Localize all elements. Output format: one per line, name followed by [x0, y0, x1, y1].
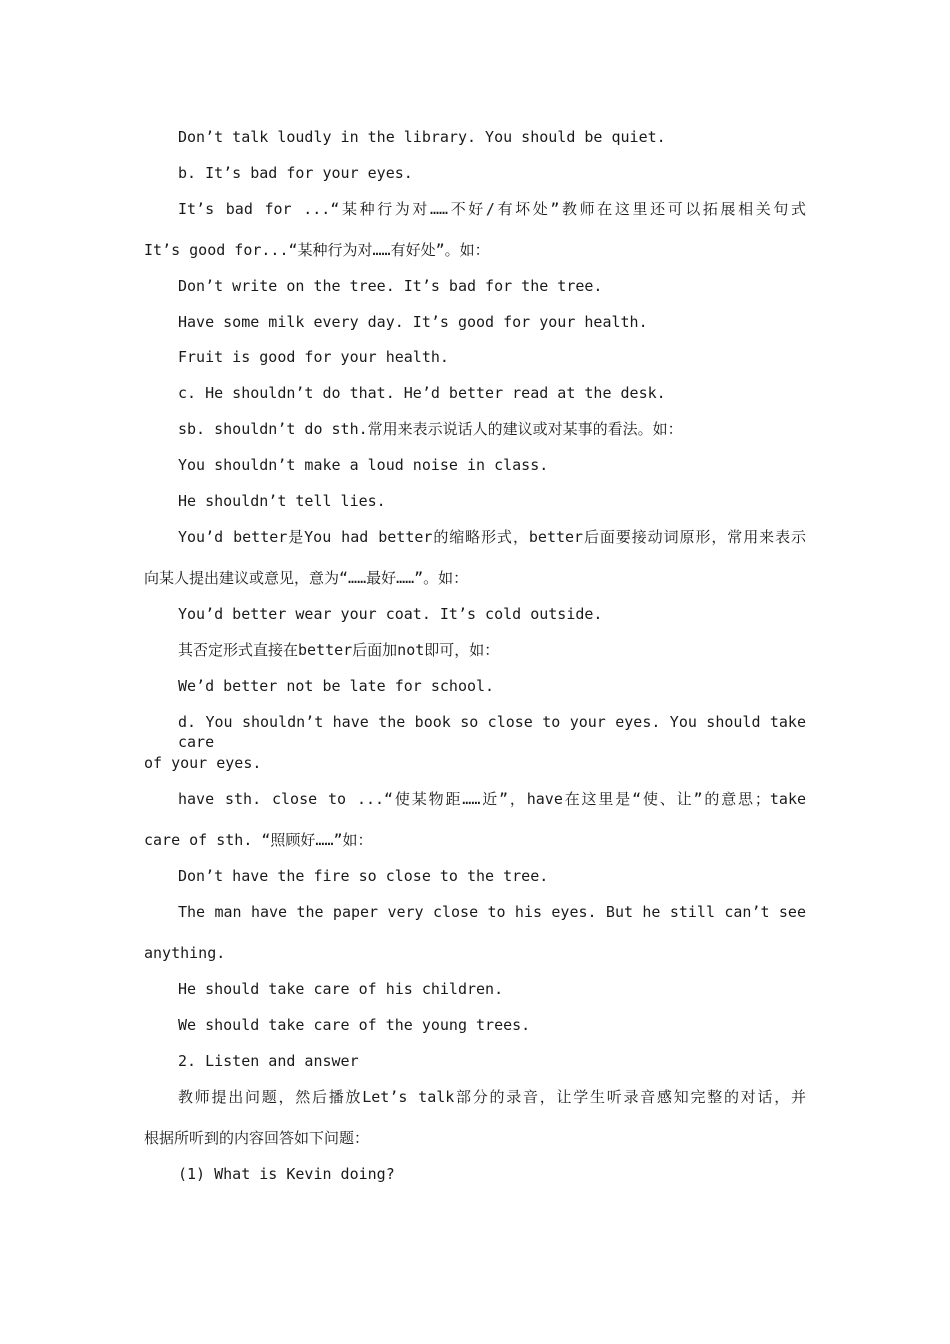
- point-d-heading: d. You shouldn’t have the book so close to your eyes. You should take care: [178, 713, 806, 751]
- point-b-heading: b. It’s bad for your eyes.: [178, 164, 413, 182]
- explanation-line: 向某人提出建议或意见，意为“……最好……”。如：: [144, 569, 469, 587]
- explanation-line: care of sth. “照顾好……”如：: [144, 831, 373, 849]
- example-sentence: The man have the paper very close to his eyes. But he still can’t see: [178, 903, 806, 921]
- example-sentence: Don’t have the fire so close to the tree.: [178, 867, 549, 885]
- explanation-line: It’s good for...“某种行为对……有好处”。如：: [144, 241, 490, 259]
- example-sentence: Don’t write on the tree. It’s bad for the tree.: [178, 277, 603, 295]
- example-sentence: He should take care of his children.: [178, 980, 504, 998]
- example-sentence: We’d better not be late for school.: [178, 677, 495, 695]
- explanation-line: It’s bad for ...“某种行为对……不好/有坏处”教师在这里还可以拓展相关句式: [178, 200, 806, 218]
- section-heading: 2. Listen and answer: [178, 1052, 359, 1070]
- instruction-line: 根据所听到的内容回答如下问题：: [144, 1129, 370, 1147]
- explanation-line: 其否定形式直接在better后面加not即可，如：: [178, 641, 500, 659]
- example-sentence: Have some milk every day. It’s good for your health.: [178, 313, 648, 331]
- example-sentence: He shouldn’t tell lies.: [178, 492, 386, 510]
- explanation-line: have sth. close to ...“使某物距……近”，have在这里是“使、让”的意思；take: [178, 790, 806, 808]
- example-sentence: We should take care of the young trees.: [178, 1016, 531, 1034]
- example-sentence: You’d better wear your coat. It’s cold outside.: [178, 605, 603, 623]
- instruction-line: 教师提出问题，然后播放Let’s talk部分的录音，让学生听录音感知完整的对话，并: [178, 1088, 806, 1106]
- point-d-heading-cont: of your eyes.: [144, 754, 262, 772]
- example-sentence: Fruit is good for your health.: [178, 348, 449, 366]
- explanation-line: You’d better是You had better的缩略形式，better后面要接动词原形，常用来表示: [178, 528, 806, 546]
- question-item: (1) What is Kevin doing?: [178, 1165, 395, 1183]
- example-sentence: You shouldn’t make a loud noise in class.: [178, 456, 549, 474]
- example-sentence: Don’t talk loudly in the library. You should be quiet.: [178, 128, 666, 146]
- point-c-heading: c. He shouldn’t do that. He’d better read at the desk.: [178, 384, 666, 402]
- explanation-line: sb. shouldn’t do sth.常用来表示说话人的建议或对某事的看法。如：: [178, 420, 683, 438]
- example-sentence-cont: anything.: [144, 944, 226, 962]
